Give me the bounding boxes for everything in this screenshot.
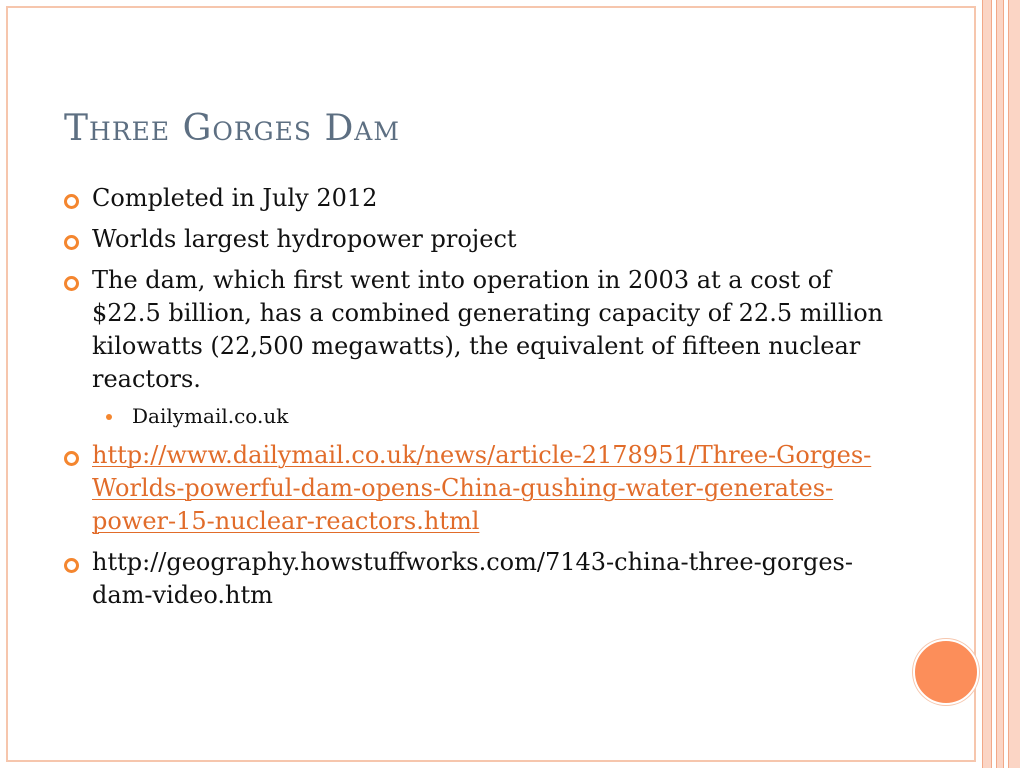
decorative-stripe	[1008, 0, 1020, 768]
sub-bullet-marker-icon	[106, 414, 112, 420]
decorative-circle	[913, 639, 979, 705]
bullet-text: http://geography.howstuffworks.com/7143-china-three-gorges-dam-video.htm	[92, 548, 853, 609]
bullet-marker-icon	[64, 558, 79, 573]
bullet-marker-icon	[64, 451, 79, 466]
slide-title: Three Gorges Dam	[64, 108, 400, 149]
bullet-item	[64, 182, 894, 215]
bullet-list	[64, 182, 894, 620]
bullet-text: Worlds largest hydropower project	[92, 225, 517, 253]
bullet-item	[64, 439, 894, 538]
decorative-stripe	[982, 0, 992, 768]
bullet-text: The dam, which first went into operation in 2003 at a cost of $22.5 billion, has a combined generating capacity of 22.5 million kilowatts (22,500 megawatts), the equivalent of fifteen nuclear reactors.	[92, 266, 884, 393]
sub-bullet-item	[64, 401, 894, 431]
sub-bullet-text: Dailymail.co.uk	[132, 404, 289, 428]
bullet-item	[64, 264, 894, 396]
bullet-marker-icon	[64, 235, 79, 250]
bullet-marker-icon	[64, 276, 79, 291]
decorative-stripe	[996, 0, 1004, 768]
bullet-item	[64, 546, 894, 612]
bullet-marker-icon	[64, 194, 79, 209]
bullet-text: Completed in July 2012	[92, 184, 378, 212]
bullet-item	[64, 223, 894, 256]
source-link[interactable]: http://www.dailymail.co.uk/news/article-2178951/Three-Gorges-Worlds-powerful-dam-opens-China-gushing-water-generates-power-15-nuclear-reactors.html	[92, 441, 872, 535]
